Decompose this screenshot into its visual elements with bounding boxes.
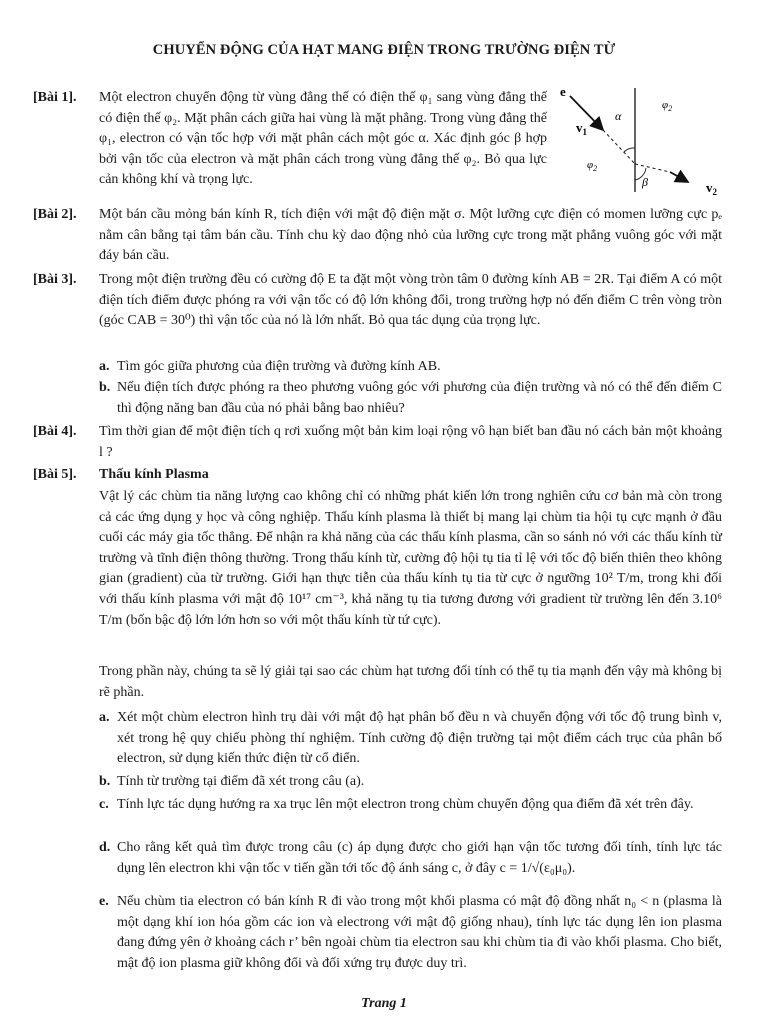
v1-arrow: [570, 96, 603, 130]
v2-arrow: [670, 172, 688, 182]
v1-label: $v_1$: [576, 120, 587, 137]
problem-5c-label: c.: [99, 797, 109, 812]
problem-5e-label: e.: [99, 894, 109, 909]
problem-5-heading: Thấu kính Plasma: [99, 467, 209, 482]
beta-label: β: [642, 175, 648, 189]
problem-3-label: [Bài 3].: [33, 272, 77, 287]
electron-label: e: [560, 84, 566, 99]
problem-2-label: [Bài 2].: [33, 207, 77, 222]
problem-2-text: Một bán cầu mỏng bán kính R, tích điện với mật độ điện mặt σ. Một lưỡng cực điện có momen lưỡng cực pₑ nằm cân bằng tại tâm bán cầu. Tính chu kỳ dao động nhỏ của lưỡng cực trong mặt phẳng vuông góc với mặt đáy bán cầu.: [99, 207, 722, 264]
problem-5e-text: Nếu chùm tia electron có bán kính R đi vào trong một khối plasma có mật độ đồng nhất n₀ < n (plasma là một dạng khí ion hóa gồm các ion và electrong với mật độ giống nhau), tính lực tác dụng lên ion plasma đang đứng yên ở khoảng cách r’ bên ngoài chùm tia electron sau khi chùm tia đi vào khối plasma. Cho biết, mật độ ion plasma giữ không đổi và đối xứng trụ được duy trì.: [117, 894, 722, 971]
problem-3a-text: Tìm góc giữa phương của điện trường và đường kính AB.: [117, 359, 441, 374]
problem-3b-label: b.: [99, 380, 111, 395]
phi2-lower-label: $\varphi_2$: [587, 159, 598, 173]
problem-1-text: Một electron chuyển động từ vùng đẳng thế có điện thế φ₁ sang vùng đẳng thế có điện thế φ₂. Mặt phân cách giữa hai vùng là mặt phẳng. Trong vùng đẳng thế φ₁, electron có vận tốc hợp với mặt phân cách một góc α. Xác định góc β hợp bởi vận tốc của electron và mặt phân cách trong vùng đẳng thế φ₂. Bỏ qua lực cản không khí và trọng lực.: [99, 90, 547, 188]
problem-3b-text: Nếu điện tích được phóng ra theo phương vuông góc với phương của điện trường và nó có thể đến điểm C thì động năng ban đầu của nó phải bằng bao nhiêu?: [117, 380, 722, 416]
problem-3-text: Trong một điện trường đều có cường độ E ta đặt một vòng tròn tâm 0 đường kính AB = 2R. Tại điểm A có một điện tích điểm được phóng ra với vận tốc có độ lớn không đổi, trong trường hợp nó đến điểm C trên vòng tròn (góc CAB = 30⁰) thì vận tốc của nó là lớn nhất. Bỏ qua tác dụng của trọng lực.: [99, 272, 722, 329]
problem-5a-text: Xét một chùm electron hình trụ dài với mật độ hạt phân bố đều n và chuyển động với tốc độ trung bình v, xét trong hệ quy chiếu phòng thí nghiệm. Tính cường độ điện trường tại một điểm cách trục của phân bố electron, sử dụng kiến thức điện từ cổ điển.: [117, 710, 722, 767]
phi2-top-label: $\varphi_2$: [662, 99, 673, 113]
page-footer: Trang 1: [361, 996, 407, 1011]
problem-5d-label: d.: [99, 840, 111, 855]
problem-5-intro: Vật lý các chùm tia năng lượng cao không chỉ có những phát kiến lớn trong nghiên cứu cơ bản mà còn trong cả các ứng dụng y học và công nghiệp. Thấu kính plasma là thiết bị mang lại chùm tia hội tụ cực mạnh ở đầu cuối các máy gia tốc thẳng. Để nhận ra khả năng của các thấu kính plasma, cần so sánh nó với các thấu kính từ trường và tĩnh điện thông thường. Trong thấu kính từ, cường độ hội tụ tia tỉ lệ với tốc độ biến thiên theo không gian (gradient) của từ trường. Giới hạn thực tiễn của thấu kính tụ tia từ cực ở ngưỡng 10² T/m, trong khi đối với thấu kính plasma với mật độ 10¹⁷ cm⁻³, khả năng tụ tia tương đương với gradient từ trường lên đến 3.10⁶ T/m (bốn bậc độ lớn lớn hơn so với một thấu kính từ tứ cực).: [99, 489, 722, 628]
problem-5-context: Trong phần này, chúng ta sẽ lý giải tại sao các chùm hạt tương đối tính có thể tụ tia mạnh đến vậy mà không bị rẽ phần.: [99, 664, 722, 700]
problem-1-label: [Bài 1].: [33, 90, 77, 105]
page-title: CHUYỂN ĐỘNG CỦA HẠT MANG ĐIỆN TRONG TRƯỜNG ĐIỆN TỪ: [152, 42, 616, 58]
problem-5b-label: b.: [99, 774, 111, 789]
problem-5d-text: Cho rằng kết quả tìm được trong câu (c) áp dụng được cho giới hạn vận tốc tương đối tính, tính lực tác dụng lên electron khi vận tốc v tiến gần tới tốc độ ánh sáng c, ở đây c = 1/√(ε₀μ₀).: [117, 840, 722, 876]
problem-3a-label: a.: [99, 359, 110, 374]
problem-5a-label: a.: [99, 710, 110, 725]
alpha-label: α: [615, 109, 622, 123]
problem-5c-text: Tính lực tác dụng hướng ra xa trục lên một electron trong chùm chuyển động qua điểm đã xét trên đây.: [117, 797, 694, 812]
problem-4-text: Tìm thời gian để một điện tích q rơi xuống một bản kim loại rộng vô hạn biết ban đầu nó cách bản một khoảng l ?: [99, 424, 722, 460]
problem-5b-text: Tính từ trường tại điểm đã xét trong câu (a).: [117, 774, 365, 789]
v2-label: $v_2$: [706, 180, 717, 197]
problem-5-label: [Bài 5].: [33, 467, 77, 482]
problem-4-label: [Bài 4].: [33, 424, 77, 439]
refraction-figure: [558, 82, 758, 197]
